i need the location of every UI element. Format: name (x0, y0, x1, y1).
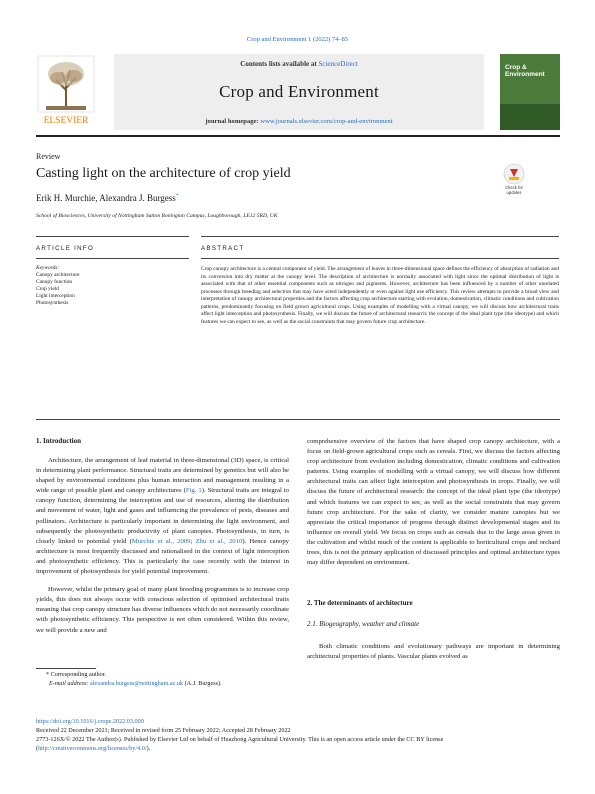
corresponding-author-note: * Corresponding author. (46, 671, 106, 678)
cc-license-link[interactable]: http://creativecommons.org/licenses/by/4.0/ (38, 745, 147, 752)
abstract-top-rule (201, 236, 559, 237)
footnote-block (36, 670, 289, 688)
sciencedirect-link[interactable]: ScienceDirect (318, 60, 358, 68)
article-type: Review (36, 152, 61, 161)
contents-line (114, 60, 484, 68)
keyword-item: Canopy function (36, 279, 73, 285)
check-badge-line-2: updates (506, 190, 522, 195)
intro-paragraph-2: However, whilst the primary goal of many plant breeding programmes is to increase crop yields, this does not always occur with conscious selection of optimised architectural traits meaning that crop canopy structure has diverse influences which do not necessarily coordinate with photosynthetic efficiency. This perspective is not often considered. Within this review, we will provide a new and (36, 586, 289, 634)
left-column (36, 456, 289, 636)
email-label: E-mail address: (49, 680, 91, 687)
intro-paragraph-1 (36, 456, 289, 577)
header-rule (36, 135, 560, 137)
cover-title-line-2: Environment (505, 71, 545, 78)
authors-text: Erik H. Murchie, Alexandra J. Burgess (36, 193, 176, 203)
right-column-bottom (307, 642, 560, 662)
cover-title-line-1: Crop & (505, 64, 527, 71)
article-title: Casting light on the architecture of crop yield (36, 166, 291, 181)
author-asterisk-link[interactable]: * (175, 194, 179, 199)
check-badge-line-1: Check for (505, 185, 523, 190)
license-open-paren: ( (36, 745, 39, 752)
keyword-item: Photosynthesis (36, 300, 69, 306)
article-info-heading: ARTICLE INFO (36, 245, 95, 252)
keyword-item: Canopy architecture (36, 272, 80, 278)
section-2-heading: 2. The determinants of architecture (307, 599, 413, 607)
ref-separator: ; (190, 537, 196, 545)
author-list (36, 193, 178, 203)
article-metadata-footer (36, 717, 560, 753)
homepage-prefix: journal homepage: (205, 118, 261, 125)
article-info-top-rule (36, 236, 189, 237)
received-dates: Received 22 December 2021; Received in revised form 25 February 2022; Accepted 28 February 2022 (36, 727, 291, 734)
homepage-line (114, 118, 484, 125)
email-suffix: (A.J. Burgess). (183, 680, 222, 687)
introduction-heading: 1. Introduction (36, 437, 81, 445)
abstract-end-rule (36, 419, 560, 420)
right-column (307, 437, 560, 568)
cover-title (505, 64, 545, 78)
abstract-text: Crop canopy architecture is a central component of yield. The arrangement of leaves in three-dimensional space defines the efficiency of absorption of radiation and its conversion into dry matter at the canopy level. The description of architecture is normally associated with light since the optimal distribution of light is associated with that of other essential components such as nitrogen and pigments. However, architecture has been influenced by a number of other unrelated processes through breeding and selection that may have acted independently or even against light use efficiency. This review attempts to provide a broad view and interpretation of canopy architectural properties and the factors affecting crop architecture starting with evolution, domestication, climatic conditions and cultivation patterns, predominantly focusing on field grown agricultural crops. Using examples of modelling with a virtual canopy, we will discuss how architectural traits affect light interception and photosynthesis. Finally, we will discuss the future of architectural research: the concept of the ideal plant type (the ideotype) and which features we can expect to see, as well as the social constraints that may govern future crop architecture. (201, 266, 559, 325)
keyword-item: Crop yield (36, 286, 59, 292)
article-info-bottom-rule (36, 258, 189, 259)
elsevier-wordmark: ELSEVIER (43, 116, 89, 126)
journal-citation-line[interactable]: Crop and Environment 1 (2022) 74–85 (246, 36, 349, 43)
section-2-1-heading: 2.1. Biogeography, weather and climate (307, 620, 420, 628)
check-for-updates-icon[interactable] (501, 163, 527, 195)
keywords-heading: Keywords: (36, 265, 60, 271)
journal-cover-thumbnail[interactable] (500, 54, 560, 130)
keyword-item: Light interception (36, 293, 75, 299)
homepage-link[interactable]: www.journals.elsevier.com/crop-and-environment (260, 118, 393, 125)
email-link[interactable]: alexandra.burgess@nottingham.ac.uk (90, 680, 184, 687)
fig-1-link[interactable]: Fig. 1 (185, 487, 202, 495)
doi-link[interactable]: https://doi.org/10.1016/j.crope.2022.03.009 (36, 718, 144, 725)
abstract-heading: ABSTRACT (201, 245, 245, 252)
ref-zhu-2010-link[interactable]: Zhu et al., 2010 (195, 537, 243, 545)
license-close-paren: ). (146, 745, 151, 752)
keywords-block (36, 265, 80, 307)
intro-paragraph-continued: comprehensive overview of the factors that have shaped crop canopy architecture, with a focus on field-grown agricultural crops such as cereals. First, we discuss the factors affecting crop architecture from evolution including domestication, climatic conditions and cultivation patterns. Using examples of modelling with a virtual canopy, we will discuss how different architectural traits can affect light interception and photosynthesis in crops. Finally, we will discuss the future of architectural research: the concept of the ideal plant type (the ideotype) and which features we can expect to see, as well as the social constraints that may govern future crop architecture. For the sake of clarity, we consider mature canopies but we appreciate the critical importance of progress through distinct developmental stages and its influence on overall yield. We focus on crops such as cereals due to the large areas given to the cultivation and whilst much of the content is applicable to horticultural crops and orchard trees, this is not the primary application of discussed principles and optimal architecture types may differ dependent on environment. (307, 438, 560, 567)
license-text: 2773-126X/© 2022 The Author(s). Published by Elsevier Ltd on behalf of Huazhong Agricultural University. This is an open access article under the CC BY license (36, 736, 444, 743)
ref-murchie-2009-link[interactable]: Murchie et al., 2009 (131, 537, 191, 545)
section-2-1-paragraph: Both climatic conditions and evolutionary pathways are important in determining architectural properties of plants. Vascular plants evolved as (307, 643, 560, 661)
intro-p1-part-b: ). Structural traits are integral to canopy function, determining the interception and use of resources, altering the distribution and movement of water, light and gases and influencing the prevalence of pests, diseases and pollinators. Architecture is particularly important in determining the light environment, and subsequently the photosynthetic productivity of plant canopies. Photosynthesis, in turn, is closely linked to potential yield ( (36, 487, 289, 545)
contents-prefix: Contents lists available at (240, 60, 319, 68)
cover-image-band (500, 104, 560, 130)
abstract-bottom-rule (201, 258, 559, 259)
journal-header (36, 54, 560, 132)
intro-p1-part-a: Architecture, the arrangement of leaf material in three-dimensional (3D) space, is critical in determining plant performance. Structural traits are determined by genetics but will also be shaped by environmental conditions plus human interaction and management resulting in a wide range of possible plant and canopy architectures ( (36, 457, 289, 495)
footnote-rule (36, 668, 96, 669)
journal-title: Crop and Environment (219, 82, 379, 101)
intro-p1-part-c: ). Hence canopy architecture is most frequently discussed and rationalised in the context of light interception and photosynthetic efficiency. This is particularly the case recently with the interest in improvement of photosynthesis for yield potential improvement. (36, 537, 290, 576)
elsevier-logo[interactable] (36, 54, 96, 130)
header-band (114, 54, 484, 130)
affiliation: School of Biosciences, University of Nottingham Sutton Bonington Campus, Loughborough, LE12 5RD, UK (36, 213, 278, 219)
email-line (36, 679, 289, 688)
license-statement (36, 735, 560, 753)
